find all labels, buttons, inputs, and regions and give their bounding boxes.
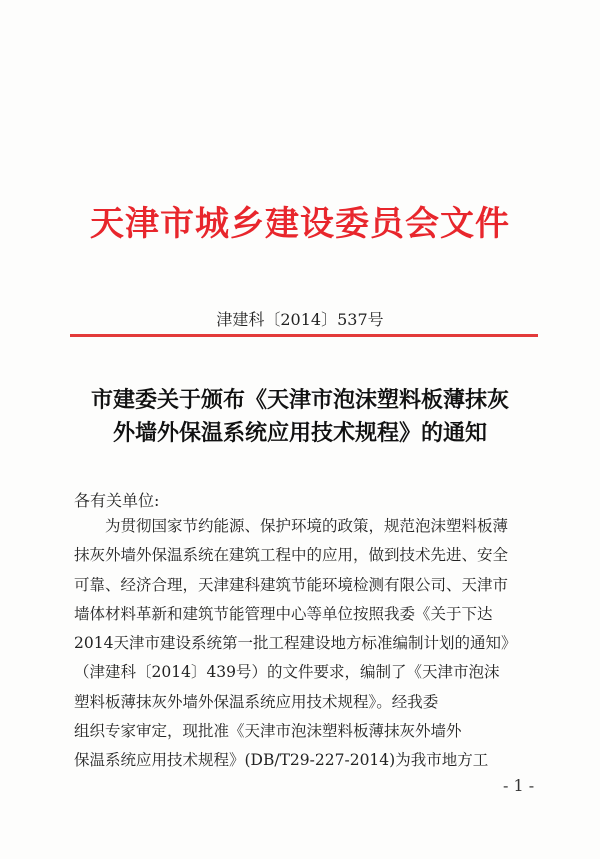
organization-title: 天津市城乡建设委员会文件 bbox=[90, 204, 510, 244]
body-line: 墙体材料革新和建筑节能管理中心等单位按照我委《关于下达 bbox=[74, 604, 493, 623]
body-line: （津建科〔2014〕439号）的文件要求，编制了《天津市泡沫 bbox=[74, 663, 500, 682]
body-line: 保温系统应用技术规程》(DB/T29-227-2014)为我市地方工 bbox=[74, 751, 489, 770]
page-number: - 1 - bbox=[503, 776, 535, 795]
body-text bbox=[74, 512, 542, 776]
body-line: 可靠、经济合理，天津建科建筑节能环境检测有限公司、天津市 bbox=[74, 575, 509, 594]
notice-title-line: 市建委关于颁布《天津市泡沫塑料板薄抹灰 bbox=[90, 387, 509, 413]
document-number: 津建科〔2014〕537号 bbox=[216, 310, 384, 329]
salutation: 各有关单位: bbox=[74, 491, 160, 510]
notice-title bbox=[40, 384, 560, 450]
body-line: 组织专家审定，现批准《天津市泡沫塑料板薄抹灰外墙外 bbox=[74, 722, 462, 741]
body-line: 2014天津市建设系统第一批工程建设地方标准编制计划的通知》 bbox=[74, 634, 517, 653]
red-divider-line bbox=[70, 334, 538, 337]
body-line: 为贯彻国家节约能源、保护环境的政策，规范泡沫塑料板薄 bbox=[74, 517, 509, 535]
body-line: 抹灰外墙外保温系统在建筑工程中的应用，做到技术先进、安全 bbox=[74, 546, 509, 565]
notice-title-line: 外墙外保温系统应用技术规程》的通知 bbox=[112, 420, 487, 446]
body-line: 塑料板薄抹灰外墙外保温系统应用技术规程》。经我委 bbox=[74, 692, 439, 711]
